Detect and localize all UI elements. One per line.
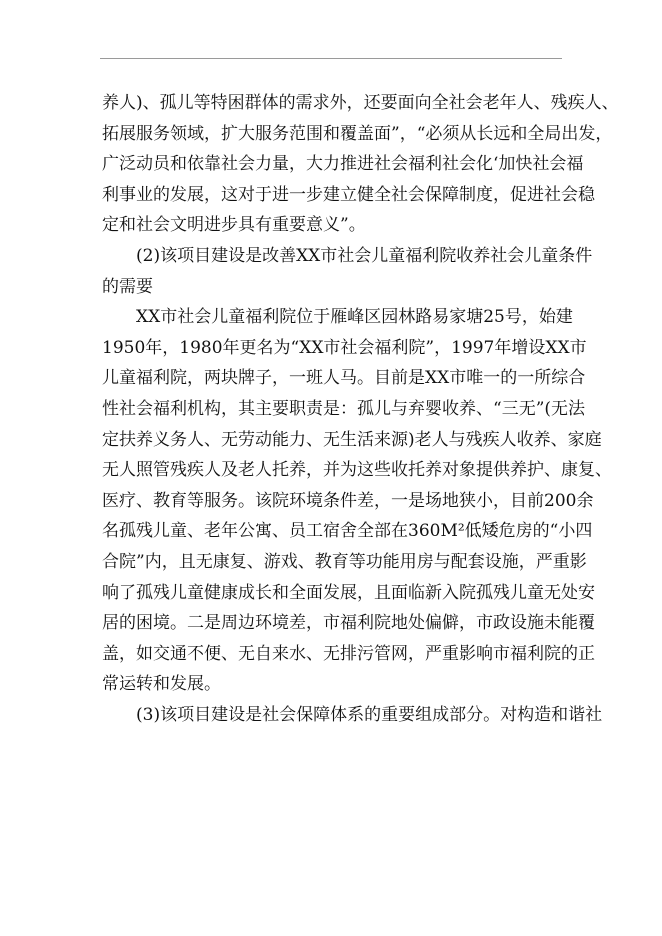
text-line: 利事业的发展，这对于进一步建立健全社会保障制度，促进社会稳	[102, 184, 595, 205]
text-line: 广泛动员和依靠社会力量，大力推进社会福利社会化‘加快社会福	[102, 154, 584, 175]
text-line: 名孤残儿童、老年公寓、员工宿舍全部在360M²低矮危房的“小四	[102, 521, 593, 542]
text-line: 性社会福利机构，其主要职责是：孤儿与弃婴收养、“三无”(无法	[102, 398, 586, 419]
text-line: 养人)、孤儿等特困群体的需求外，还要面向全社会老年人、残疾人、	[102, 93, 619, 113]
text-line: 拓展服务领域，扩大服务范围和覆盖面”，“必须从长远和全局出发，	[102, 123, 613, 144]
section-heading-3: (3)该项目建设是社会保障体系的重要组成部分。对构造和谐社	[136, 704, 603, 725]
body-text	[102, 88, 619, 730]
text-line: 儿童福利院，两块牌子，一班人马。目前是XX市唯一的一所综合	[102, 368, 586, 389]
text-line: 1950年，1980年更名为“XX市社会福利院”，1997年增设XX市	[102, 337, 587, 358]
text-line: 医疗、教育等服务。该院环境条件差，一是场地狭小，目前200余	[102, 490, 594, 511]
header-rule	[100, 58, 562, 59]
text-line: 常运转和发展。	[102, 674, 221, 695]
text-line: 定扶养义务人、无劳动能力、无生活来源)老人与残疾人收养、家庭	[102, 429, 602, 450]
section-heading-2: (2)该项目建设是改善XX市社会儿童福利院收养社会儿童条件	[136, 245, 593, 266]
paragraph-start: XX市社会儿童福利院位于雁峰区园林路易家塘25号，始建	[136, 307, 573, 328]
text-line: 居的困境。二是周边环境差，市福利院地处偏僻，市政设施未能覆	[102, 613, 595, 634]
text-line: 合院”内，且无康复、游戏、教育等功能用房与配套设施，严重影	[102, 551, 587, 572]
text-line: 的需要	[102, 276, 153, 297]
text-line: 响了孤残儿童健康成长和全面发展，且面临新入院孤残儿童无处安	[102, 582, 595, 603]
text-line: 无人照管残疾人及老人托养，并为这些收托养对象提供养护、康复、	[102, 460, 612, 481]
text-line: 定和社会文明进步具有重要意义”。	[102, 215, 366, 236]
text-line: 盖，如交通不便、无自来水、无排污管网，严重影响市福利院的正	[102, 643, 595, 664]
